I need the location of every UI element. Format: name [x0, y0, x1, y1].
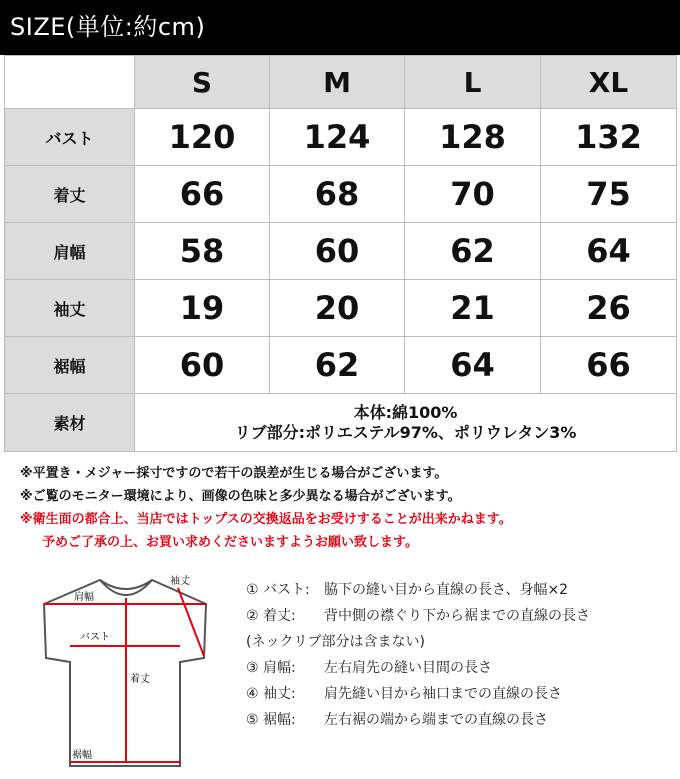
- table-cell: 64: [405, 337, 541, 394]
- table-cell: 62: [405, 223, 541, 280]
- table-cell: 132: [541, 109, 677, 166]
- table-row-shoulder: [5, 223, 677, 280]
- diagram-label-hem: 裾幅: [72, 750, 92, 761]
- table-cell: 128: [405, 109, 541, 166]
- size-header-l: L: [405, 56, 541, 109]
- row-label: 着丈: [5, 166, 135, 223]
- table-cell: 68: [270, 166, 405, 223]
- material-line-body: 本体:綿100%: [353, 402, 458, 422]
- page-title: SIZE(単位:約cm): [0, 0, 680, 55]
- size-header-s: S: [135, 56, 270, 109]
- size-header-row: [5, 56, 677, 109]
- table-cell: 66: [135, 166, 270, 223]
- note-measurement: ※平置き・メジャー採寸ですので若干の誤差が生じる場合がございます。: [20, 466, 448, 481]
- table-cell: 70: [405, 166, 541, 223]
- table-row-bust: [5, 109, 677, 166]
- measurement-list: [246, 577, 590, 733]
- note-no-return: ※衛生面の都合上、当店ではトップスの交換返品をお受けすることが出来かねます。: [20, 512, 512, 527]
- table-row-sleeve: [5, 280, 677, 337]
- diagram-label-sleeve: 袖丈: [170, 576, 190, 587]
- table-cell: 64: [541, 223, 677, 280]
- table-cell: 75: [541, 166, 677, 223]
- diagram-label-shoulder: 肩幅: [74, 592, 94, 603]
- row-label: バスト: [5, 109, 135, 166]
- diagram-label-bust: バスト: [80, 632, 110, 643]
- row-label: 裾幅: [5, 337, 135, 394]
- material-cell: [135, 394, 677, 452]
- measurement-item: ② 着丈: 背中側の襟ぐり下から裾までの直線の長さ: [246, 608, 590, 624]
- table-cell: 60: [135, 337, 270, 394]
- table-cell: 58: [135, 223, 270, 280]
- note-monitor: ※ご覧のモニター環境により、画像の色味と多少異なる場合がございます。: [20, 489, 461, 504]
- tshirt-diagram: [30, 570, 220, 770]
- size-header-xl: XL: [541, 56, 677, 109]
- table-cell: 66: [541, 337, 677, 394]
- table-row-hem: [5, 337, 677, 394]
- table-row-material: [5, 394, 677, 452]
- table-cell: 20: [270, 280, 405, 337]
- measurement-item: (ネックリブ部分は含まない): [246, 634, 425, 650]
- size-table: [4, 55, 677, 452]
- table-cell: 19: [135, 280, 270, 337]
- table-cell: 124: [270, 109, 405, 166]
- measurement-item: ⑤ 裾幅: 左右裾の端から端までの直線の長さ: [246, 712, 548, 728]
- table-cell: 62: [270, 337, 405, 394]
- measurement-item: ① バスト: 脇下の縫い目から直線の長さ、身幅×2: [246, 582, 569, 598]
- size-header-m: M: [270, 56, 405, 109]
- diagram-label-length: 着丈: [130, 674, 150, 685]
- table-corner-cell: [5, 56, 135, 109]
- row-label: 素材: [5, 394, 135, 452]
- note-acknowledge: 予めご了承の上、お買い求めくださいますようお願い致します。: [42, 535, 418, 550]
- row-label: 袖丈: [5, 280, 135, 337]
- table-cell: 120: [135, 109, 270, 166]
- table-cell: 21: [405, 280, 541, 337]
- table-cell: 60: [270, 223, 405, 280]
- measurement-item: ④ 袖丈: 肩先縫い目から袖口までの直線の長さ: [246, 686, 562, 702]
- table-row-length: [5, 166, 677, 223]
- material-line-rib: リブ部分:ポリエステル97%、ポリウレタン3%: [234, 422, 577, 442]
- table-cell: 26: [541, 280, 677, 337]
- notes: [20, 462, 512, 554]
- measurement-item: ③ 肩幅: 左右肩先の縫い目間の長さ: [246, 660, 492, 676]
- row-label: 肩幅: [5, 223, 135, 280]
